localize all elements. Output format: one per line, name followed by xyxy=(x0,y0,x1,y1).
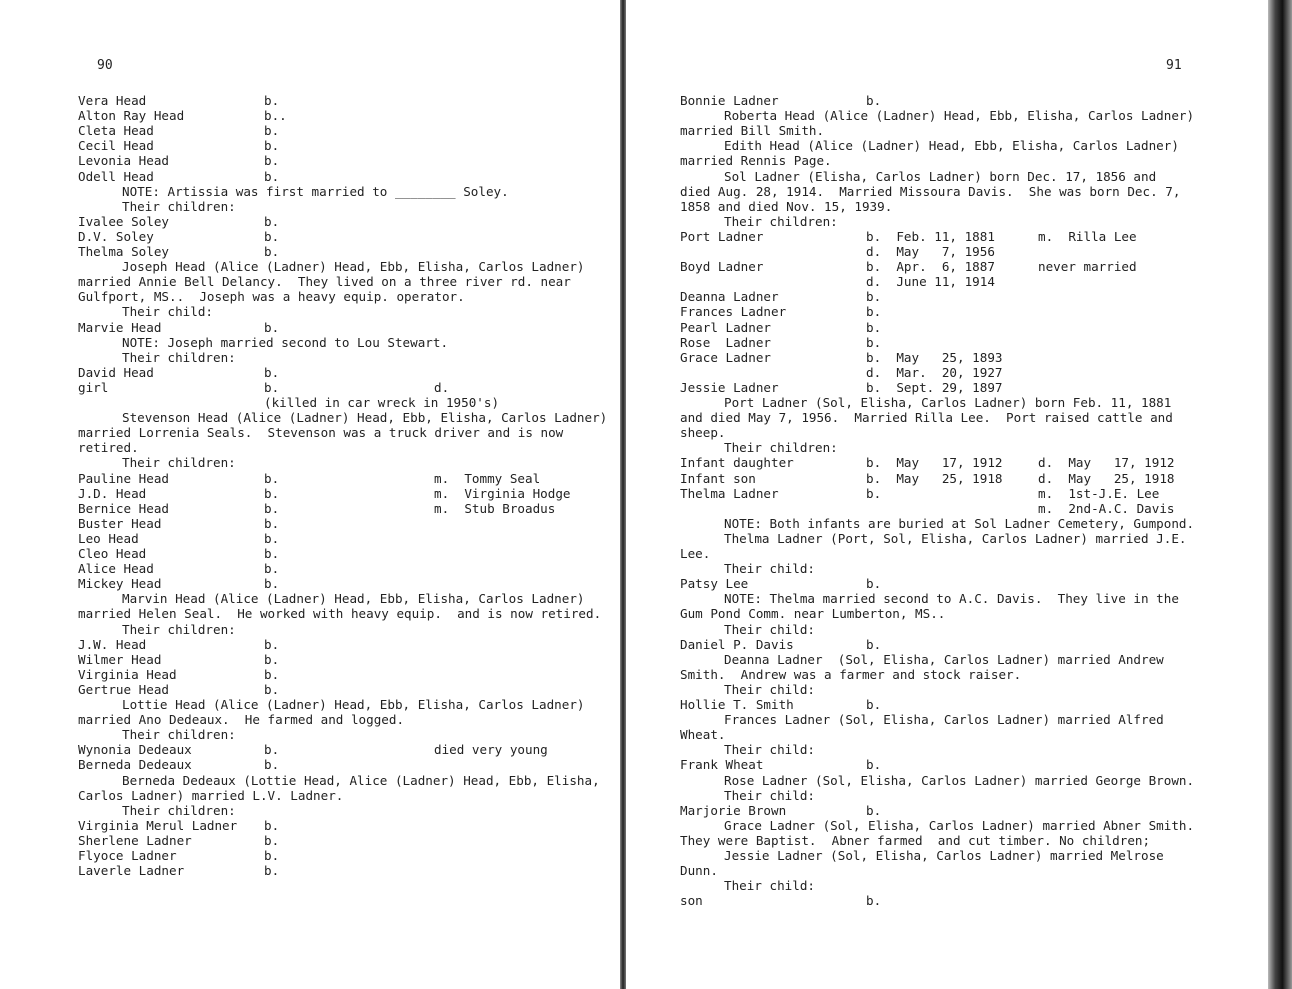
line-column: b. xyxy=(264,636,280,652)
line-text: son xyxy=(680,893,703,909)
line-text: Hollie T. Smith xyxy=(680,697,794,712)
line-text: Wilmer Head xyxy=(78,651,162,667)
line-text: married Lorrenia Seals. Stevenson was a truck driver and is now xyxy=(78,425,564,441)
line-column: b. xyxy=(866,576,882,592)
line-text: Bonnie Ladner xyxy=(680,93,779,108)
line-text: NOTE: Thelma married second to A.C. Davis. They live in the xyxy=(724,591,1179,607)
line-column: died very young xyxy=(434,742,548,758)
line-column: b. xyxy=(866,636,882,652)
line-text: Their child: xyxy=(724,742,815,758)
line-column: b. xyxy=(264,561,280,577)
line-text: Mickey Head xyxy=(78,576,162,592)
line-column: d. June 11, 1914 xyxy=(866,274,995,290)
line-column: b. xyxy=(264,470,280,486)
line-text: Pauline Head xyxy=(78,470,169,486)
line-text: Frances Ladner xyxy=(680,304,787,320)
line-column: b. xyxy=(264,817,280,833)
line-column: b. May 25, 1893 xyxy=(866,349,1003,365)
line-text: Thelma Ladner (Port, Sol, Elisha, Carlos Ladner) married J.E. xyxy=(724,530,1187,546)
line-text: Their children: xyxy=(122,455,236,471)
line-text: NOTE: Both infants are buried at Sol Ladner Cemetery, Gumpond. xyxy=(724,515,1195,531)
line-text: Boyd Ladner xyxy=(680,259,764,275)
line-text: Rose Ladner (Sol, Elisha, Carlos Ladner) married George Brown. xyxy=(724,772,1195,788)
line-text: Their children: xyxy=(122,198,236,214)
page-number: 90 xyxy=(97,58,113,73)
line-column: b. xyxy=(866,802,882,818)
line-text: retired. xyxy=(78,440,139,456)
line-text: Cleo Head xyxy=(78,546,147,561)
line-text: Frances Ladner (Sol, Elisha, Carlos Ladner) married Alfred xyxy=(724,712,1164,728)
line-text: Dunn. xyxy=(680,863,718,879)
line-text: Cleta Head xyxy=(78,123,154,139)
line-column: b. xyxy=(264,546,280,561)
line-text: married Annie Bell Delancy. They lived on a three river rd. near xyxy=(78,274,571,290)
line-text: Cecil Head xyxy=(78,138,154,154)
line-column: d. xyxy=(434,379,450,395)
line-text: Deanna Ladner (Sol, Elisha, Carlos Ladner) married Andrew xyxy=(724,651,1164,667)
line-text: Berneda Dedeaux xyxy=(78,757,192,773)
line-column: b. xyxy=(264,681,280,697)
line-text: Wynonia Dedeaux xyxy=(78,742,192,758)
line-text: Thelma Ladner xyxy=(680,485,779,501)
line-column: b. xyxy=(866,485,882,501)
line-text: Port Ladner (Sol, Elisha, Carlos Ladner) born Feb. 11, 1881 xyxy=(724,395,1172,410)
line-column: b. xyxy=(264,379,280,395)
line-column: b. xyxy=(866,319,882,335)
line-text: Leo Head xyxy=(78,530,139,546)
line-text: Their child: xyxy=(724,561,815,577)
line-text: Their child: xyxy=(724,878,815,894)
line-text: Infant son xyxy=(680,470,756,486)
line-text: Wheat. xyxy=(680,727,726,743)
line-text: Roberta Head (Alice (Ladner) Head, Ebb, Elisha, Carlos Ladner) xyxy=(724,108,1195,124)
line-text: Marjorie Brown xyxy=(680,802,787,818)
line-column: d. May 17, 1912 xyxy=(1038,455,1175,471)
line-column: b. xyxy=(264,228,280,244)
line-text: Odell Head xyxy=(78,168,154,184)
line-text: Berneda Dedeaux (Lottie Head, Alice (Ladner) Head, Ebb, Elisha, xyxy=(122,772,600,788)
line-text: Their child: xyxy=(724,621,815,637)
line-text: D.V. Soley xyxy=(78,228,154,244)
line-text: Stevenson Head (Alice (Ladner) Head, Ebb, Elisha, Carlos Ladner) xyxy=(122,410,608,426)
line-text: Grace Ladner (Sol, Elisha, Carlos Ladner) married Abner Smith. xyxy=(724,817,1195,833)
line-text: Jessie Ladner (Sol, Elisha, Carlos Ladner) married Melrose xyxy=(724,848,1164,863)
line-column: m. Tommy Seal xyxy=(434,470,541,486)
line-column: b. xyxy=(264,93,280,108)
line-column: b. xyxy=(264,153,280,169)
line-text: Their child: xyxy=(724,681,815,697)
line-column: d. May 7, 1956 xyxy=(866,244,995,259)
line-column: b. xyxy=(264,863,280,879)
line-column: b. xyxy=(264,123,280,139)
line-column: b. Apr. 6, 1887 xyxy=(866,259,995,275)
line-text: Laverle Ladner xyxy=(78,863,185,879)
line-column: b. xyxy=(866,697,882,712)
line-text: Rose Ladner xyxy=(680,334,771,350)
line-column: b. xyxy=(264,244,280,259)
line-text: Marvin Head (Alice (Ladner) Head, Ebb, Elisha, Carlos Ladner) xyxy=(122,591,585,607)
line-column: b. xyxy=(264,666,280,682)
line-column: m. Virginia Hodge xyxy=(434,485,571,501)
line-text: Ivalee Soley xyxy=(78,213,169,229)
line-text: Port Ladner xyxy=(680,228,764,244)
line-column: d. Mar. 20, 1927 xyxy=(866,364,1003,380)
left-page xyxy=(0,0,620,989)
line-text: Flyoce Ladner xyxy=(78,848,177,863)
right-page xyxy=(626,0,1266,989)
line-text: Levonia Head xyxy=(78,153,169,169)
line-text: Their children: xyxy=(122,727,236,743)
line-text: Joseph Head (Alice (Ladner) Head, Ebb, Elisha, Carlos Ladner) xyxy=(122,259,585,275)
line-text: Thelma Soley xyxy=(78,244,169,259)
line-text: Carlos Ladner) married L.V. Ladner. xyxy=(78,787,344,803)
line-text: Marvie Head xyxy=(78,319,162,335)
line-column: b. xyxy=(866,757,882,773)
line-column: b. xyxy=(264,168,280,184)
line-text: David Head xyxy=(78,364,154,380)
line-column: d. May 25, 1918 xyxy=(1038,470,1175,486)
line-text: Daniel P. Davis xyxy=(680,636,794,652)
line-text: Their children: xyxy=(724,213,838,229)
line-text: married Helen Seal. He worked with heavy equip. and is now retired. xyxy=(78,606,602,622)
line-text: Vera Head xyxy=(78,93,147,108)
line-column: b. xyxy=(866,334,882,350)
line-text: Pearl Ladner xyxy=(680,319,771,335)
line-column: b. xyxy=(866,304,882,320)
line-text: NOTE: Joseph married second to Lou Stewart. xyxy=(122,334,449,350)
line-column: m. 1st-J.E. Lee xyxy=(1038,485,1160,501)
line-text: died Aug. 28, 1914. Married Missoura Davis. She was born Dec. 7, xyxy=(680,183,1181,199)
line-column: b. xyxy=(264,319,280,335)
page-edge xyxy=(1268,0,1292,989)
line-text: Sol Ladner (Elisha, Carlos Ladner) born Dec. 17, 1856 and xyxy=(724,168,1157,184)
line-text: girl xyxy=(78,379,109,395)
page-number: 91 xyxy=(1166,58,1182,73)
line-text: Their children: xyxy=(724,440,838,456)
line-column: b. xyxy=(264,500,280,516)
line-column: b. Sept. 29, 1897 xyxy=(866,379,1003,395)
line-column: b. xyxy=(264,530,280,546)
line-text: Gum Pond Comm. near Lumberton, MS.. xyxy=(680,606,946,622)
line-column: never married xyxy=(1038,259,1137,275)
line-text: Gulfport, MS.. Joseph was a heavy equip. operator. xyxy=(78,289,465,305)
line-text: Grace Ladner xyxy=(680,349,771,365)
line-text: Alton Ray Head xyxy=(78,108,185,124)
line-text: They were Baptist. Abner farmed and cut timber. No children; xyxy=(680,832,1151,848)
line-text: Alice Head xyxy=(78,561,154,577)
line-text: Bernice Head xyxy=(78,500,169,516)
line-text: Frank Wheat xyxy=(680,757,764,773)
line-column: b. xyxy=(264,138,280,154)
line-column: m. Rilla Lee xyxy=(1038,228,1137,244)
line-column: b. xyxy=(866,893,882,909)
line-column: b. xyxy=(264,832,280,848)
line-text: Virginia Merul Ladner xyxy=(78,817,238,833)
line-text: NOTE: Artissia was first married to ________ Soley. xyxy=(122,183,509,199)
line-text: Sherlene Ladner xyxy=(78,832,192,848)
line-text: Smith. Andrew was a farmer and stock raiser. xyxy=(680,666,1022,682)
line-column: b. xyxy=(264,848,280,863)
line-column: b. xyxy=(866,289,882,305)
line-text: Gertrue Head xyxy=(78,681,169,697)
line-text: Virginia Head xyxy=(78,666,177,682)
line-text: Their children: xyxy=(122,349,236,365)
line-text: Edith Head (Alice (Ladner) Head, Ebb, Elisha, Carlos Ladner) xyxy=(724,138,1179,154)
line-text: Their children: xyxy=(122,802,236,818)
line-column: b. xyxy=(264,757,280,773)
line-text: and died May 7, 1956. Married Rilla Lee. Port raised cattle and xyxy=(680,410,1173,426)
line-column: b. xyxy=(866,93,882,108)
line-text: Jessie Ladner xyxy=(680,379,779,395)
line-text: married Rennis Page. xyxy=(680,153,832,169)
line-text: married Bill Smith. xyxy=(680,123,825,139)
line-text: Their child: xyxy=(724,787,815,803)
line-text: J.D. Head xyxy=(78,485,147,501)
line-text: sheep. xyxy=(680,425,726,441)
line-text: Infant daughter xyxy=(680,455,794,471)
line-column: b. xyxy=(264,742,280,758)
line-text: Patsy Lee xyxy=(680,576,749,592)
line-column: b. May 25, 1918 xyxy=(866,470,1003,486)
line-text: 1858 and died Nov. 15, 1939. xyxy=(680,198,893,214)
line-column: m. 2nd-A.C. Davis xyxy=(1038,500,1175,516)
line-text: married Ano Dedeaux. He farmed and logged. xyxy=(78,712,405,728)
line-text: J.W. Head xyxy=(78,636,147,652)
line-column: m. Stub Broadus xyxy=(434,500,556,516)
line-column: b. xyxy=(264,485,280,501)
line-text: Deanna Ladner xyxy=(680,289,779,305)
line-text: Buster Head xyxy=(78,515,162,531)
line-text: Their child: xyxy=(122,304,213,320)
line-column: b. xyxy=(264,213,280,229)
line-text: Lee. xyxy=(680,546,711,561)
line-text: Their children: xyxy=(122,621,236,637)
line-column: b. xyxy=(264,651,280,667)
line-column: b. xyxy=(264,576,280,592)
line-column: (killed in car wreck in 1950's) xyxy=(264,395,500,410)
line-text: Lottie Head (Alice (Ladner) Head, Ebb, Elisha, Carlos Ladner) xyxy=(122,697,585,712)
line-column: b. Feb. 11, 1881 xyxy=(866,228,995,244)
line-column: b. xyxy=(264,364,280,380)
line-column: b.. xyxy=(264,108,287,124)
line-column: b. xyxy=(264,515,280,531)
line-column: b. May 17, 1912 xyxy=(866,455,1003,471)
